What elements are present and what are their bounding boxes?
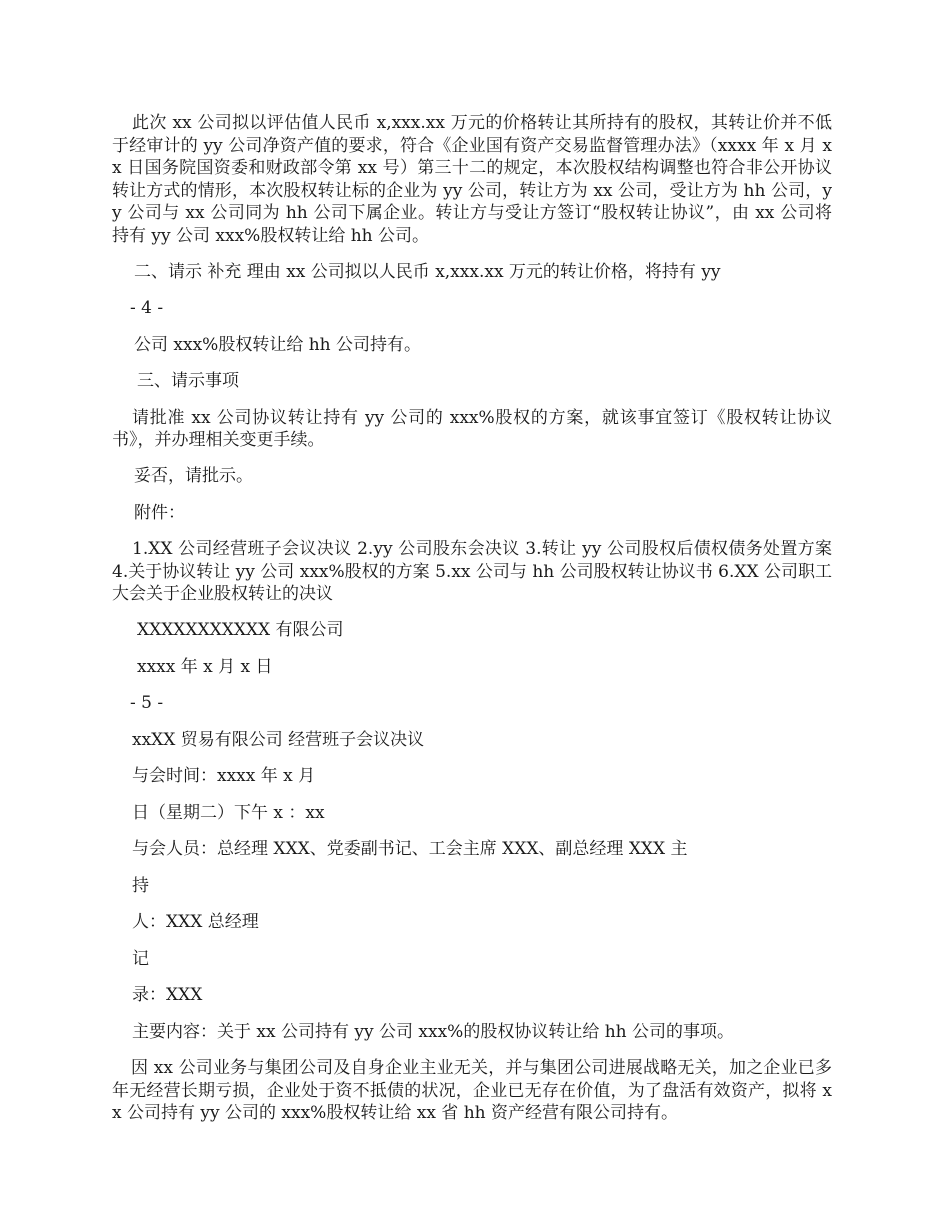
request-paragraph: 请批准 xx 公司协议转让持有 yy 公司的 xxx%股权的方案，就该事宜签订《股权转让协议书》，并办理相关变更手续。 <box>112 407 832 450</box>
attendees-line: 与会人员：总经理 XXX、党委副书记、工会主席 XXX、副总经理 XXX 主 <box>132 839 688 859</box>
reason-paragraph: 因 xx 公司业务与集团公司及自身企业主业无关，并与集团公司进展战略无关，加之企业已多年无经营长期亏损，企业处于资不抵债的状况，企业已无存在价值，为了盘活有效资产，拟将 xx 公司持有 yy 公司的 xxx%股权转让给 xx 省 hh 资产经营有限公司持有。 <box>112 1058 832 1123</box>
transfer-continuation-line: 公司 xxx%股权转让给 hh 公司持有。 <box>134 334 422 355</box>
host-name-line: 人：XXX 总经理 <box>132 912 259 932</box>
section-three-heading: 三、请示事项 <box>137 371 239 391</box>
recorder-name-line: 录：XXX <box>132 985 203 1005</box>
section-two-heading-line: 二、请示 补充 理由 xx 公司拟以人民币 x,xxx.xx 万元的转让价格，将持有 yy <box>134 261 721 282</box>
attachments-list: 1.XX 公司经营班子会议决议 2.yy 公司股东会决议 3.转让 yy 公司股权后债权债务处置方案 4.关于协议转让 yy 公司 xxx%股权的方案 5.xx 公司与 hh 公司股权转让协议书 6.XX 公司职工大会关于企业股权转让的决议 <box>112 539 832 604</box>
approval-request-line: 妥否，请批示。 <box>134 466 253 486</box>
meeting-day-line: 日（星期二）下午 x ：xx <box>132 802 325 823</box>
page-number-5: - 5 - <box>130 693 164 713</box>
page-number-4: - 4 - <box>130 298 164 318</box>
company-signature: XXXXXXXXXXX 有限公司 <box>137 620 344 640</box>
attachments-label: 附件： <box>134 502 185 523</box>
main-content-line: 主要内容：关于 xx 公司持有 yy 公司 xxx%的股权协议转让给 hh 公司的事项。 <box>132 1021 735 1042</box>
transfer-description-paragraph: 此次 xx 公司拟以评估值人民币 x,xxx.xx 万元的价格转让其所持有的股权，其转让价并不低于经审计的 yy 公司净资产值的要求，符合《企业国有资产交易监督管理办法》（xxxx 年 x 月 xx 日国务院国资委和财政部令第 xx 号）第三十二的规定，本次股权结构调整也符合非公开协议转让方式的情形，本次股权转让标的企业为 yy 公司，转让方为 xx 公司，受让方为 hh 公司，yy 公司与 xx 公司同为 hh 公司下属企业。转让方与受让方签订“股权转让协议”，由 xx 公司将持有 yy 公司 xxx%股权转让给 hh 公司。 <box>112 113 832 246</box>
host-label-line: 持 <box>132 875 149 896</box>
meeting-time-line: 与会时间：xxxx 年 x 月 <box>132 766 316 786</box>
resolution-title: xxXX 贸易有限公司 经营班子会议决议 <box>132 729 425 750</box>
recorder-label-line: 记 <box>132 948 149 969</box>
signature-date: xxxx 年 x 月 x 日 <box>137 656 273 677</box>
document-page <box>112 112 832 1138</box>
